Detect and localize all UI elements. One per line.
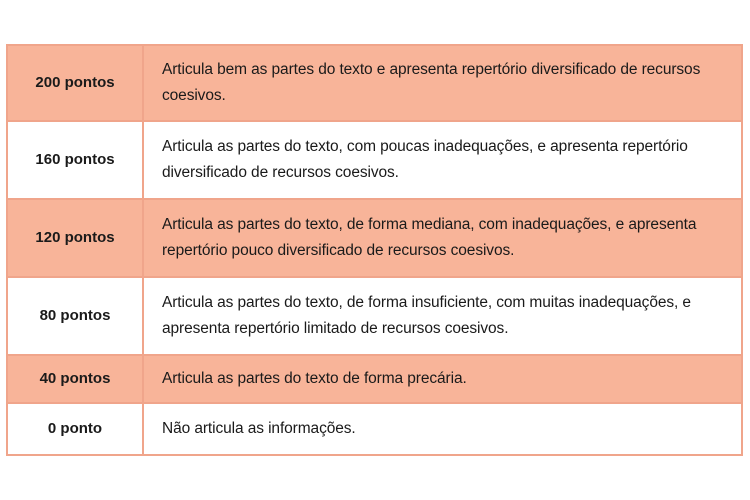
table-row [7, 45, 742, 121]
description-cell: Articula as partes do texto de forma precária. [143, 355, 742, 403]
description-cell: Articula as partes do texto, com poucas inadequações, e apresenta repertório diversificado de recursos coesivos. [143, 121, 742, 199]
score-cell: 120 pontos [7, 199, 143, 277]
description-cell: Articula as partes do texto, de forma insuficiente, com muitas inadequações, e apresenta repertório limitado de recursos coesivos. [143, 277, 742, 355]
score-cell: 80 pontos [7, 277, 143, 355]
description-cell: Articula bem as partes do texto e apresenta repertório diversificado de recursos coesivos. [143, 45, 742, 121]
table-row [7, 355, 742, 403]
rubric-table [6, 44, 743, 456]
table-row [7, 199, 742, 277]
table-row [7, 121, 742, 199]
score-cell: 200 pontos [7, 45, 143, 121]
score-cell: 0 ponto [7, 403, 143, 455]
description-cell: Não articula as informações. [143, 403, 742, 455]
score-cell: 160 pontos [7, 121, 143, 199]
scoring-rubric [6, 44, 743, 456]
description-cell: Articula as partes do texto, de forma mediana, com inadequações, e apresenta repertório pouco diversificado de recursos coesivos. [143, 199, 742, 277]
table-row [7, 277, 742, 355]
table-row [7, 403, 742, 455]
score-cell: 40 pontos [7, 355, 143, 403]
